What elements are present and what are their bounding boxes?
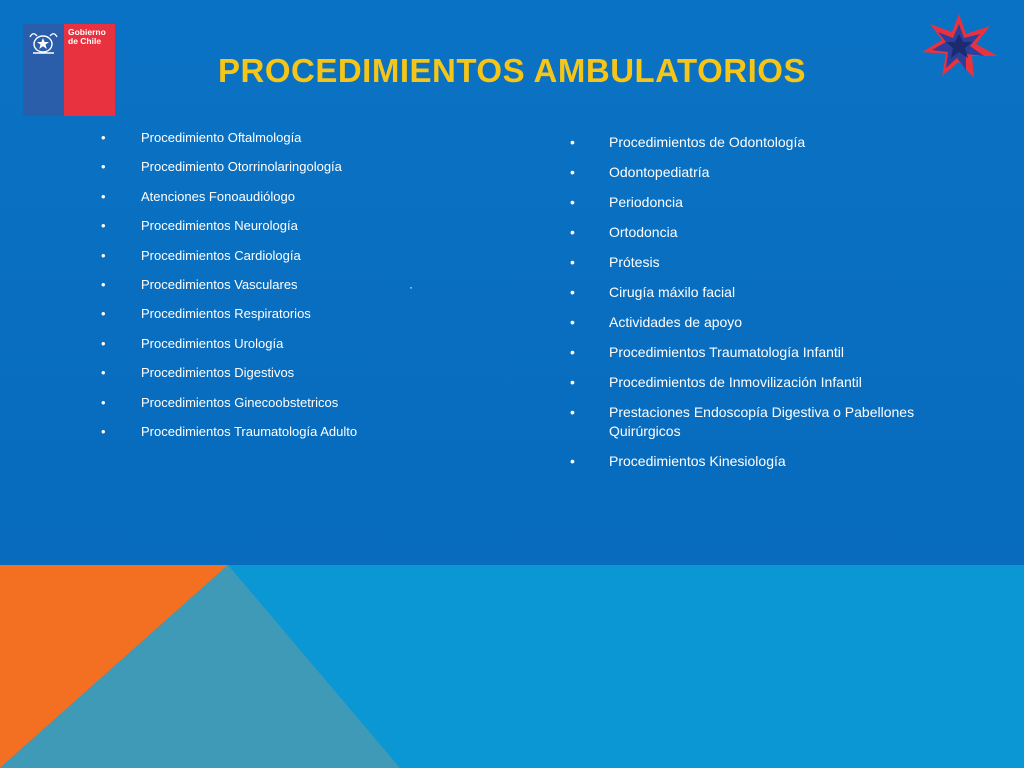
bullet-icon: • xyxy=(101,365,106,381)
bullet-icon: • xyxy=(570,374,575,390)
list-item xyxy=(570,163,970,182)
bullet-icon: • xyxy=(101,130,106,145)
list-item-label: Procedimientos Respiratorios xyxy=(141,306,311,322)
bullet-icon: • xyxy=(570,404,575,420)
list-item xyxy=(101,248,431,277)
bullet-icon: • xyxy=(101,394,106,410)
list-item xyxy=(101,277,431,306)
list-item xyxy=(570,403,970,441)
list-item-label: Procedimientos de Odontología xyxy=(609,134,806,150)
list-item xyxy=(101,365,431,394)
bullet-icon: • xyxy=(570,224,575,240)
list-item xyxy=(101,395,431,424)
bullet-icon: • xyxy=(570,164,575,180)
list-item xyxy=(570,343,970,362)
logo-text xyxy=(68,28,106,46)
page-title: PROCEDIMIENTOS AMBULATORIOS xyxy=(218,52,806,89)
bullet-icon: • xyxy=(570,254,575,270)
bullet-icon: • xyxy=(101,306,106,322)
bullet-icon: • xyxy=(101,159,106,175)
list-item xyxy=(101,424,431,453)
list-item-label: Actividades de apoyo xyxy=(609,314,743,330)
stray-dot-mark: · xyxy=(409,280,413,294)
logo-text-line2: de Chile xyxy=(68,36,102,46)
list-item xyxy=(101,336,431,365)
list-item xyxy=(101,218,431,247)
bullet-icon: • xyxy=(101,218,106,234)
bullet-icon: • xyxy=(101,423,106,439)
bullet-icon: • xyxy=(570,344,575,360)
list-item-label: Procedimientos Cardiología xyxy=(141,247,301,263)
right-procedure-list xyxy=(570,133,970,482)
list-item xyxy=(570,283,970,302)
list-item xyxy=(570,373,970,392)
list-item xyxy=(570,223,970,242)
list-item-label: Procedimientos Vasculares xyxy=(141,276,298,292)
bullet-icon: • xyxy=(101,188,106,204)
list-item-label: Procedimientos Traumatología Infantil xyxy=(609,344,845,360)
list-item-label: Prestaciones Endoscopía Digestiva o Pabellones Quirúrgicos xyxy=(609,404,915,439)
list-item-label: Atenciones Fonoaudiólogo xyxy=(141,188,295,204)
bullet-icon: • xyxy=(570,194,575,210)
bullet-icon: • xyxy=(101,247,106,263)
list-item xyxy=(570,452,970,471)
list-item-label: Procedimientos Traumatología Adulto xyxy=(141,423,358,439)
list-item-label: Procedimientos Neurología xyxy=(141,218,298,234)
list-item xyxy=(570,253,970,272)
list-item-label: Procedimientos Urología xyxy=(141,335,284,351)
list-item xyxy=(101,189,431,218)
list-item-label: Procedimiento Otorrinolaringología xyxy=(141,159,342,175)
list-item-label: Procedimientos Digestivos xyxy=(141,365,295,381)
bullet-icon: • xyxy=(101,276,106,292)
list-item-label: Cirugía máxilo facial xyxy=(609,284,736,300)
list-item xyxy=(570,313,970,332)
list-item-label: Prótesis xyxy=(609,254,660,270)
list-item-label: Odontopediatría xyxy=(609,164,710,180)
list-item-label: Procedimiento Oftalmología xyxy=(141,130,302,145)
list-item-label: Procedimientos Ginecoobstetricos xyxy=(141,394,339,410)
list-item-label: Procedimientos Kinesiología xyxy=(609,453,786,469)
list-item-label: Procedimientos de Inmovilización Infantil xyxy=(609,374,862,390)
bullet-icon: • xyxy=(570,314,575,330)
list-item xyxy=(570,133,970,152)
list-item-label: Periodoncia xyxy=(609,194,683,210)
list-item xyxy=(101,159,431,188)
list-item-label: Ortodoncia xyxy=(609,224,678,240)
list-item xyxy=(101,306,431,335)
decorative-triangles xyxy=(0,565,1024,768)
bullet-icon: • xyxy=(570,453,575,469)
bullet-icon: • xyxy=(101,335,106,351)
logo-text-line1: Gobierno xyxy=(68,27,106,37)
bullet-icon: • xyxy=(570,284,575,300)
left-procedure-list xyxy=(101,130,431,453)
list-item xyxy=(570,193,970,212)
bullet-icon: • xyxy=(570,134,575,150)
list-item xyxy=(101,130,431,159)
